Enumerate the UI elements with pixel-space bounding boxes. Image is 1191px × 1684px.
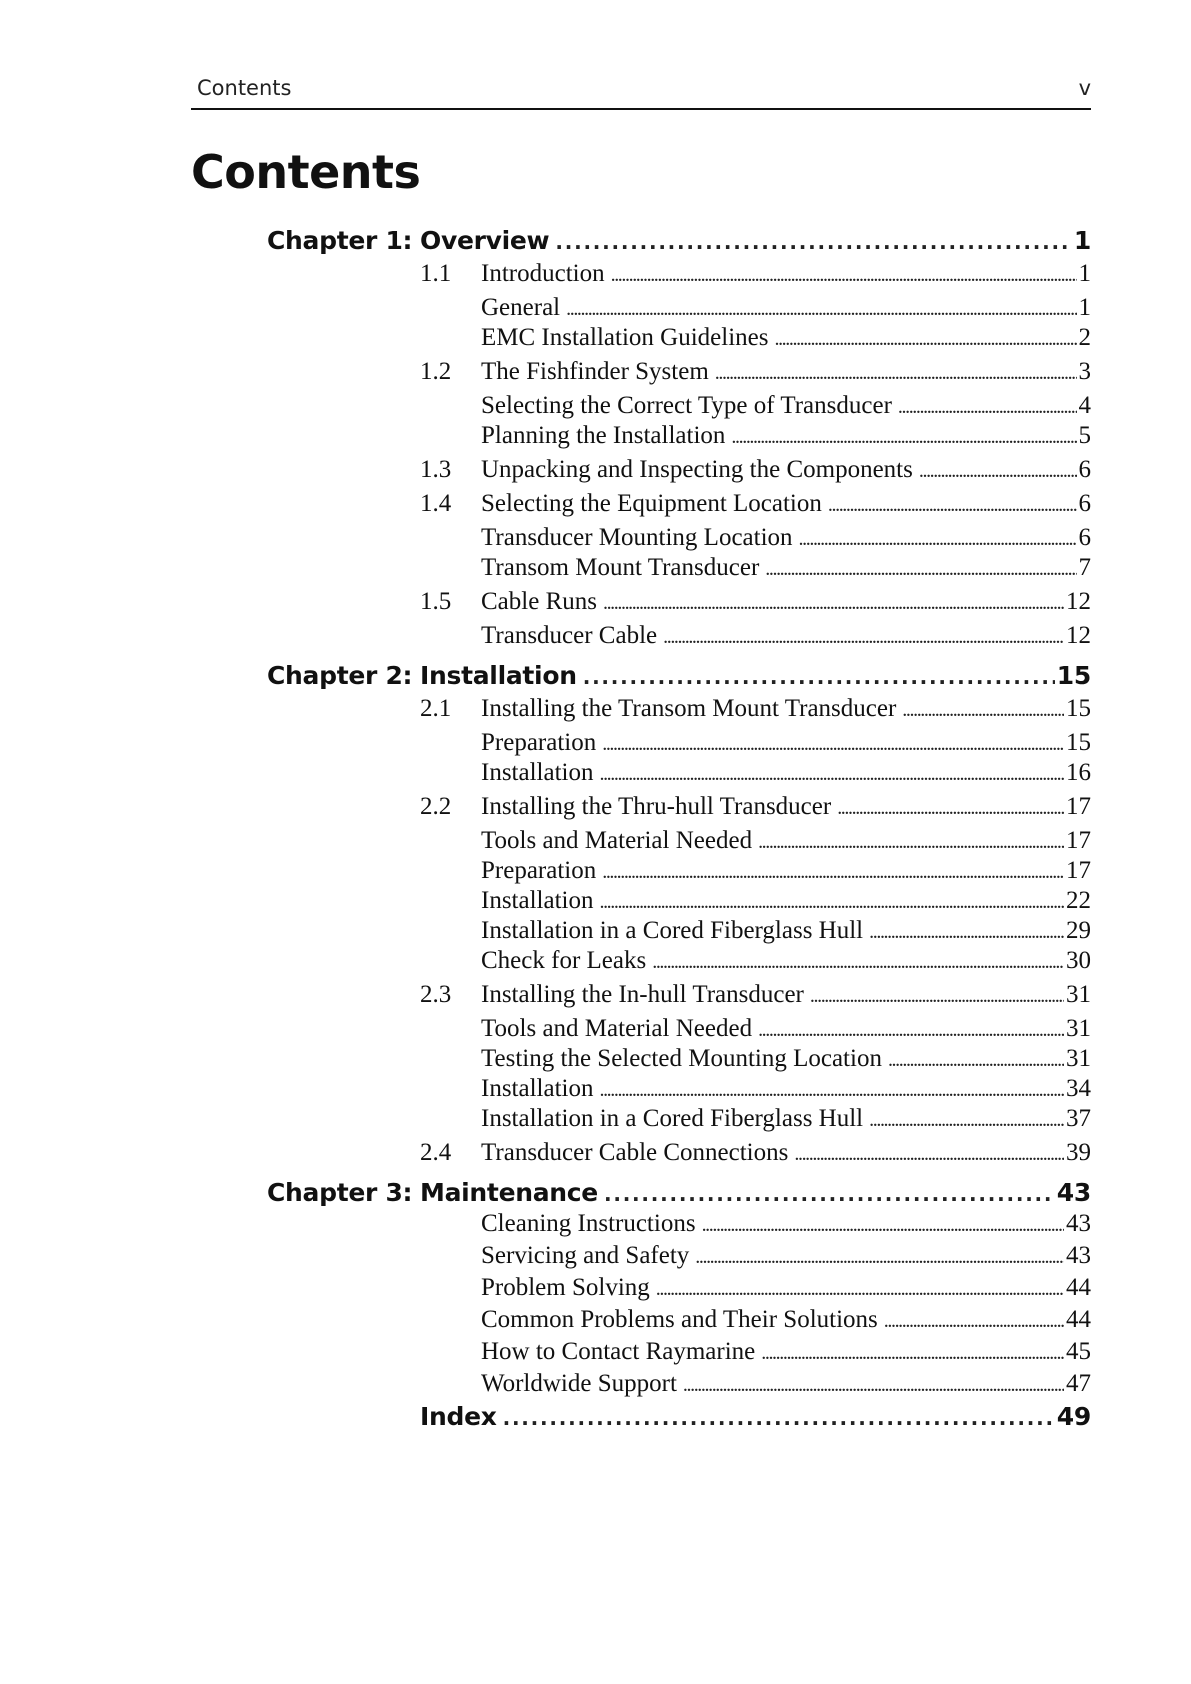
subsection-entry-page: 37	[1066, 1105, 1091, 1132]
subsection-entry-title: Selecting the Correct Type of Transducer	[481, 392, 892, 419]
subsection-entry-title: Installation in a Cored Fiberglass Hull	[481, 1105, 864, 1132]
dot-leader	[602, 857, 1064, 885]
index-entry[interactable]	[420, 1402, 1091, 1431]
subsection-entry-title: Testing the Selected Mounting Location	[481, 1045, 882, 1072]
subsection-entry-title: Installation	[481, 759, 594, 786]
subsection-entry-title: General	[481, 294, 561, 321]
subsection-entry[interactable]	[481, 324, 1091, 352]
chapter-label: Chapter 3:	[267, 1178, 413, 1207]
subsection-entry-page: 17	[1066, 857, 1091, 884]
subsection-entry[interactable]	[481, 1075, 1091, 1103]
index-entry-title: Index	[420, 1402, 497, 1431]
running-header	[191, 70, 1091, 110]
section-entry[interactable]	[420, 981, 1091, 1009]
dot-leader	[599, 759, 1064, 787]
chapter-entry-title: Maintenance	[420, 1178, 598, 1207]
section-entry[interactable]	[420, 588, 1091, 616]
subsection-entry-title: Preparation	[481, 729, 597, 756]
subsection-entry-title: Transom Mount Transducer	[481, 554, 760, 581]
subsection-entry[interactable]	[481, 1045, 1091, 1073]
dot-leader	[566, 294, 1076, 322]
running-header-title: Contents	[197, 76, 292, 100]
dot-leader	[898, 392, 1077, 420]
chapter-entry-page: 1	[1073, 226, 1091, 255]
dot-leader	[695, 1242, 1064, 1270]
subsection-entry-page: 31	[1066, 1015, 1091, 1042]
section-entry-title: Introduction	[481, 260, 605, 287]
chapter-label: Chapter 1:	[267, 226, 413, 255]
dot-leader	[758, 827, 1064, 855]
section-entry-number: 2.1	[420, 695, 452, 722]
subsection-entry-page: 1	[1078, 294, 1091, 321]
subsection-entry-title: Transducer Mounting Location	[481, 524, 793, 551]
dot-leader	[794, 1139, 1064, 1167]
section-entry-title: Installing the Thru-hull Transducer	[481, 793, 832, 820]
subsection-entry-page: 47	[1066, 1370, 1091, 1397]
subsection-entry-page: 45	[1066, 1338, 1091, 1365]
dot-leader	[888, 1045, 1064, 1073]
subsection-entry-title: Worldwide Support	[481, 1370, 677, 1397]
section-entry[interactable]	[420, 490, 1091, 518]
subsection-entry[interactable]	[481, 1370, 1091, 1398]
chapter-entry-page: 15	[1056, 661, 1091, 690]
subsection-entry-page: 5	[1078, 422, 1091, 449]
dot-leader	[799, 524, 1077, 552]
section-entry[interactable]	[420, 358, 1091, 386]
section-entry-page: 3	[1078, 358, 1091, 385]
dot-leader	[758, 1015, 1064, 1043]
subsection-entry-title: EMC Installation Guidelines	[481, 324, 769, 351]
dot-leader	[602, 729, 1064, 757]
subsection-entry[interactable]	[481, 1242, 1091, 1270]
section-entry-title: Cable Runs	[481, 588, 597, 615]
section-entry-title: Installing the In-hull Transducer	[481, 981, 804, 1008]
section-entry[interactable]	[420, 1139, 1091, 1167]
subsection-entry[interactable]	[481, 857, 1091, 885]
section-entry-title: Unpacking and Inspecting the Components	[481, 456, 913, 483]
section-entry-page: 12	[1066, 588, 1091, 615]
section-entry-title: Selecting the Equipment Location	[481, 490, 822, 517]
dot-leader	[902, 695, 1064, 723]
subsection-entry-page: 43	[1066, 1210, 1091, 1237]
subsection-entry-title: Planning the Installation	[481, 422, 726, 449]
section-entry[interactable]	[420, 793, 1091, 821]
subsection-entry[interactable]	[481, 917, 1091, 945]
page-number: v	[1078, 76, 1091, 100]
section-entry[interactable]	[420, 456, 1091, 484]
subsection-entry[interactable]	[481, 759, 1091, 787]
subsection-entry-title: Transducer Cable	[481, 622, 658, 649]
section-entry-page: 6	[1078, 490, 1091, 517]
subsection-entry[interactable]	[481, 887, 1091, 915]
subsection-entry-title: How to Contact Raymarine	[481, 1338, 756, 1365]
dot-leader	[555, 226, 1072, 255]
dot-leader	[683, 1370, 1064, 1398]
chapter-entry[interactable]	[420, 1178, 1091, 1207]
subsection-entry[interactable]	[481, 1306, 1091, 1334]
subsection-entry-title: Tools and Material Needed	[481, 827, 753, 854]
section-entry-page: 17	[1066, 793, 1091, 820]
subsection-entry-page: 44	[1066, 1274, 1091, 1301]
subsection-entry-page: 16	[1066, 759, 1091, 786]
section-entry-number: 1.3	[420, 456, 452, 483]
subsection-entry-title: Preparation	[481, 857, 597, 884]
dot-leader	[599, 887, 1064, 915]
subsection-entry-title: Installation	[481, 887, 594, 914]
chapter-entry[interactable]	[420, 226, 1091, 255]
subsection-entry-page: 34	[1066, 1075, 1091, 1102]
subsection-entry-page: 12	[1066, 622, 1091, 649]
section-entry-page: 39	[1066, 1139, 1091, 1166]
subsection-entry-page: 6	[1078, 524, 1091, 551]
dot-leader	[603, 588, 1064, 616]
subsection-entry-title: Installation	[481, 1075, 594, 1102]
section-entry-page: 31	[1066, 981, 1091, 1008]
subsection-entry-page: 29	[1066, 917, 1091, 944]
subsection-entry-page: 22	[1066, 887, 1091, 914]
chapter-entry[interactable]	[420, 661, 1091, 690]
dot-leader	[828, 490, 1077, 518]
subsection-entry-page: 15	[1066, 729, 1091, 756]
subsection-entry[interactable]	[481, 827, 1091, 855]
subsection-entry-page: 31	[1066, 1045, 1091, 1072]
subsection-entry-title: Common Problems and Their Solutions	[481, 1306, 878, 1333]
chapter-entry-title: Overview	[420, 226, 550, 255]
subsection-entry[interactable]	[481, 554, 1091, 582]
subsection-entry-title: Servicing and Safety	[481, 1242, 690, 1269]
subsection-entry[interactable]	[481, 947, 1091, 975]
section-entry-page: 1	[1078, 260, 1091, 287]
dot-leader	[869, 917, 1064, 945]
subsection-entry-page: 2	[1078, 324, 1091, 351]
section-entry[interactable]	[420, 260, 1091, 288]
subsection-entry[interactable]	[481, 1338, 1091, 1366]
subsection-entry[interactable]	[481, 1274, 1091, 1302]
section-entry-number: 1.2	[420, 358, 452, 385]
dot-leader	[583, 661, 1055, 690]
subsection-entry-title: Tools and Material Needed	[481, 1015, 753, 1042]
section-entry-page: 15	[1066, 695, 1091, 722]
subsection-entry-page: 17	[1066, 827, 1091, 854]
dot-leader	[611, 260, 1077, 288]
subsection-entry[interactable]	[481, 392, 1091, 420]
section-entry-number: 2.3	[420, 981, 452, 1008]
section-entry[interactable]	[420, 695, 1091, 723]
subsection-entry[interactable]	[481, 622, 1091, 650]
dot-leader	[702, 1210, 1064, 1238]
dot-leader	[731, 422, 1076, 450]
subsection-entry[interactable]	[481, 524, 1091, 552]
chapter-entry-page: 43	[1056, 1178, 1091, 1207]
dot-leader	[761, 1338, 1064, 1366]
subsection-entry[interactable]	[481, 1210, 1091, 1238]
subsection-entry[interactable]	[481, 729, 1091, 757]
subsection-entry-page: 43	[1066, 1242, 1091, 1269]
section-entry-page: 6	[1078, 456, 1091, 483]
subsection-entry-page: 7	[1078, 554, 1091, 581]
subsection-entry-page: 44	[1066, 1306, 1091, 1333]
subsection-entry-title: Installation in a Cored Fiberglass Hull	[481, 917, 864, 944]
dot-leader	[604, 1178, 1055, 1207]
dot-leader	[599, 1075, 1064, 1103]
section-entry-number: 2.2	[420, 793, 452, 820]
subsection-entry[interactable]	[481, 1015, 1091, 1043]
subsection-entry-title: Cleaning Instructions	[481, 1210, 696, 1237]
dot-leader	[919, 456, 1077, 484]
section-entry-number: 1.4	[420, 490, 452, 517]
index-entry-page: 49	[1056, 1402, 1091, 1431]
subsection-entry-page: 30	[1066, 947, 1091, 974]
dot-leader	[884, 1306, 1064, 1334]
dot-leader	[765, 554, 1076, 582]
section-entry-number: 2.4	[420, 1139, 452, 1166]
dot-leader	[810, 981, 1064, 1009]
dot-leader	[656, 1274, 1064, 1302]
dot-leader	[652, 947, 1064, 975]
subsection-entry-page: 4	[1078, 392, 1091, 419]
section-entry-number: 1.1	[420, 260, 452, 287]
dot-leader	[837, 793, 1064, 821]
section-entry-number: 1.5	[420, 588, 452, 615]
dot-leader	[663, 622, 1064, 650]
page-title: Contents	[191, 145, 421, 199]
dot-leader	[774, 324, 1076, 352]
section-entry-title: Installing the Transom Mount Transducer	[481, 695, 897, 722]
subsection-entry-title: Problem Solving	[481, 1274, 650, 1301]
chapter-label: Chapter 2:	[267, 661, 413, 690]
subsection-entry-title: Check for Leaks	[481, 947, 647, 974]
section-entry-title: The Fishfinder System	[481, 358, 709, 385]
section-entry-title: Transducer Cable Connections	[481, 1139, 789, 1166]
dot-leader	[715, 358, 1077, 386]
dot-leader	[503, 1402, 1055, 1431]
chapter-entry-title: Installation	[420, 661, 577, 690]
subsection-entry[interactable]	[481, 1105, 1091, 1133]
dot-leader	[869, 1105, 1064, 1133]
subsection-entry[interactable]	[481, 422, 1091, 450]
subsection-entry[interactable]	[481, 294, 1091, 322]
